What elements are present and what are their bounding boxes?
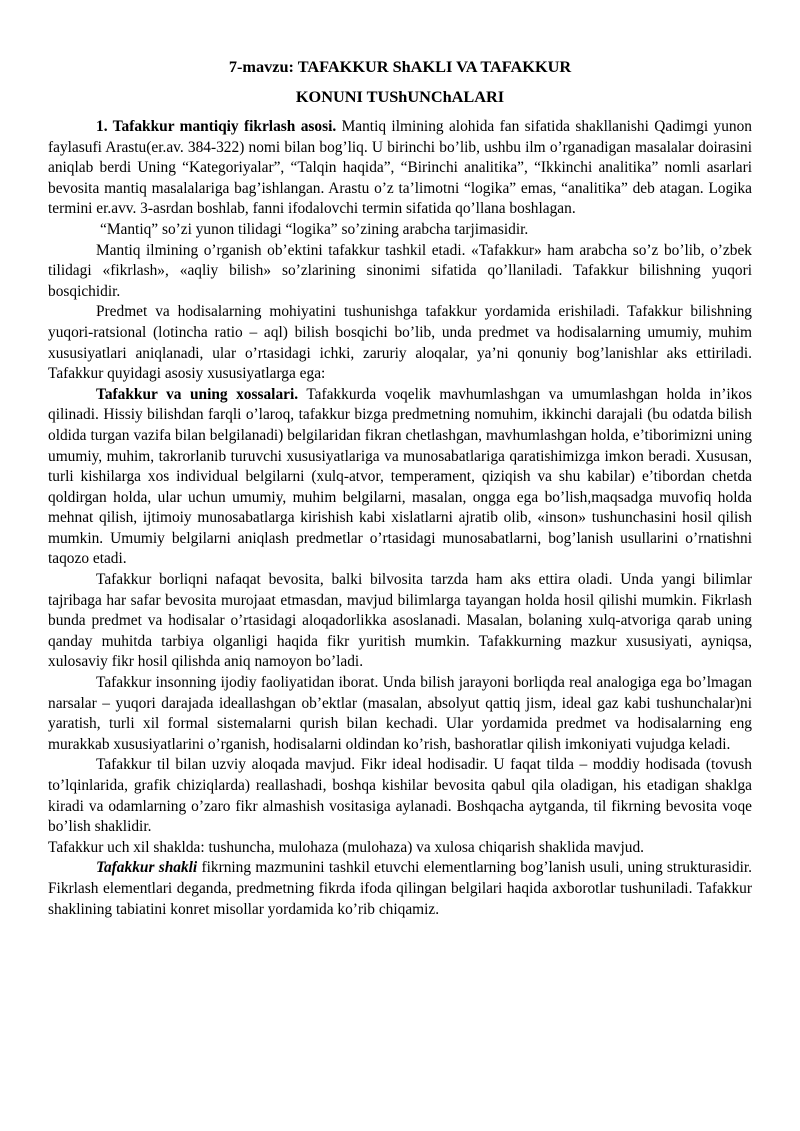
section-heading-2: Tafakkur va uning xossalari. [96,385,299,403]
paragraph-1 [48,117,752,220]
paragraph-3: Mantiq ilmining o’rganish ob’ektini tafakkur tashkil etadi. «Tafakkur» ham arabcha so’z bo’lib, o’zbek tilidagi «fikrlash», «aqliy bilish» so’zlarining sinonimi sifatida qo’llaniladi. Tafakkur bilishning yuqori bosqichidir. [48,241,752,300]
paragraph-9: Tafakkur uch xil shaklda: tushuncha, mulohaza (mulohaza) va xulosa chiqarish shaklida mavjud. [48,838,644,856]
paragraph-5 [48,385,752,570]
paragraph-10 [48,858,752,920]
document-body [48,117,752,920]
paragraph-2: “Mantiq” so’zi yunon tilidagi “logika” so’zining arabcha tarjimasidir. [100,220,529,238]
paragraph-7: Tafakkur insonning ijodiy faoliyatidan iborat. Unda bilish jarayoni borliqda real analogiga ega bo’lmagan narsalar – yuqori darajada ideallashgan ob’ektlar (masalan, absolyut qattiq jism, ideal gaz kabi tushunchalar)ni yaratish, turli xil formal sistemalarni qurish bilan kechadi. Ular yordamida predmet va hodisalarning eng murakkab xususiyatlarini o’rganish, hodisalarni oldindan ko’rish, bashoratlar qilish imkoniyati vujudga keladi. [48,674,752,753]
paragraph-6: Tafakkur borliqni nafaqat bevosita, balki bilvosita tarzda ham aks ettira oladi. Unda yangi bilimlar tajribaga har safar bevosita murojaat etmasdan, mavjud bilimlarga tayangan holda hosil qilishi mumkin. Fikrlash bunda predmet va hodisalar o’rtasidagi aloqadorlikka asoslanadi. Masalan, bolaning xulq-atvoriga qarab uning qanday muhitda tarbiya olganligi haqida fikr yuritish mumkin. Tafakkurning mazkur xususiyati, ayniqsa, xulosaviy fikr hosil qilishda aniq namoyon bo’ladi. [48,571,752,671]
paragraph-8: Tafakkur til bilan uzviy aloqada mavjud. Fikr ideal hodisadir. U faqat tilda – moddiy hodisada (tovush to’lqinlarida, grafik chiziqlarda) reallashadi, boshqa kishilar bevosita qabul qila oladigan, his etadigan shaklga kiradi va odamlarning o’zaro fikr almashish vositasiga aylanadi. Boshqacha aytganda, til fikrning bevosita voqe bo’lish shaklidir. [48,756,752,836]
document-title-line-1: 7-mavzu: TAFAKKUR ShAKLI VA TAFAKKUR [228,57,572,76]
paragraph-10-text: fikrning mazmunini tashkil etuvchi elementlarning bog’lanish usuli, uning strukturasidir. Fikrlash elementlari deganda, predmetning fikrda ifoda qilingan belgilari haqida axborotlar tushuniladi. Tafakkur shaklining tabiatini konret misollar yordamida ko’rib chiqamiz. [48,859,752,918]
paragraph-5-text: Tafakkurda voqelik mavhumlashgan va umumlashgan holda in’ikos qilinadi. Hissiy bilishdan farqli o’laroq, tafakkur bizga predmetning nomuhim, ikkinchi darajali (bu odatda bilish oldida turgan vazifa bilan belgilanadi) belgilaridan fikran chetlashgan, mavhumlashgan holda, e’tiborimizni uning umumiy, muhim, takrorlanib turuvchi xususiyatlariga va munosabatlariga qaratishimizga imkon beradi. Xususan, turli kishilarga xos individual belgilarni (xulq-atvor, temperament, qiziqish va shu kabilar) e’tibordan chetda qoldirgan holda, ular uchun umumiy, muhim belgilarni, masalan, ongga ega bo’lish,maqsadga muvofiq holda mehnat qilish, ijtimoiy munosabatlarga kirishish kabi xislatlarni ajratib olib, «inson» tushunchasini hosil qilish mumkin. Umumiy belgilarni aniqlash predmetlar o’rtasidagi munosabatlarni, bog’lanish usullarini o’rnatishni taqozo etadi. [48,385,752,568]
term-emphasis: Tafakkur shakli [96,859,198,877]
document-title-line-2: KONUNI TUShUNChALARI [295,87,505,106]
section-heading-1: 1. Tafakkur mantiqiy fikrlash asosi. [96,118,337,135]
paragraph-4: Predmet va hodisalarning mohiyatini tushunishga tafakkur yordamida erishiladi. Tafakkur bilishning yuqori-ratsional (lotincha ratio – aql) bilish bosqichi bo’lib, unda predmet va hodisalarning umumiy, muhim xususiyatlari aniqlanadi, ular o’rtasidagi ichki, zaruriy aloqalar, ya’ni qonuniy bog’lanishlar aks ettiriladi. Tafakkur quyidagi asosiy xususiyatlarga ega: [48,303,752,383]
paragraph-1-text: Mantiq ilmining alohida fan sifatida shakllanishi Qadimgi yunon faylasufi Arastu(er.av. 384-322) nomi bilan bog’liq. U birinchi bo’lib, ushbu ilm o’rganadigan masalalar doirasini aniqlab berdi Uning “Kategoriyalar”, “Talqin haqida”, “Birinchi analitika”, “Ikkinchi analitika” nomli asarlari bevosita mantiq masalalariga bag’ishlangan. Arastu o’z ta’limotni “logika” emas, “analitika” deb atagan. Logika termini er.avv. 3-asrdan boshlab, fanni ifodalovchi termin sifatida qo’llana boshlagan. [48,118,752,218]
